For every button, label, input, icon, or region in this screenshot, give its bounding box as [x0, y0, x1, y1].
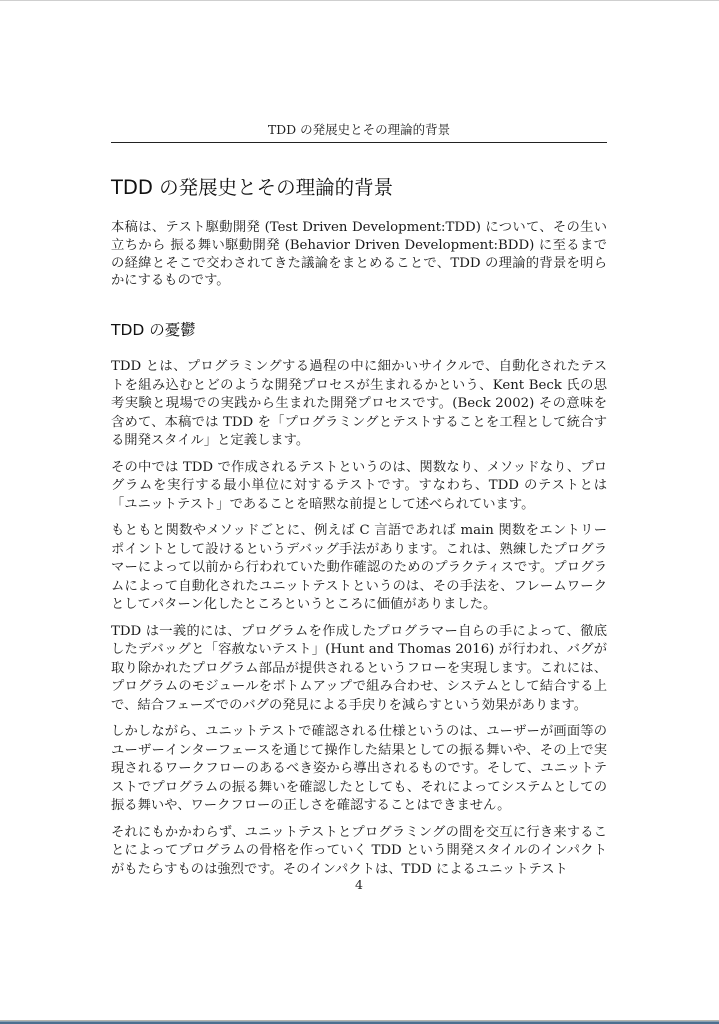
document-title: TDD の発展史とその理論的背景 — [111, 176, 394, 199]
section-body — [111, 358, 607, 887]
header-rule — [111, 142, 607, 143]
body-paragraph: もともと関数やメソッドごとに、例えば C 言語であれば main 関数をエントリーポイントとして設けるというデバッグ手法があります。これは、熟練したプログラマーによって以前から行われていた動作確認のためのプラクティスです。プログラムによって自動化されたユニットテストというのは、その手法を、フレームワークとしてパターン化したところというところに価値がありました。 — [111, 523, 607, 612]
window-bottom-bar — [0, 1020, 719, 1024]
body-paragraph: TDD は一義的には、プログラムを作成したプログラマー自らの手によって、徹底したデバッグと「容赦ないテスト」(Hunt and Thomas 2016) が行われ、バグが取り除かれたプログラム部品が提供されるというフローを実現します。これには、プログラムのモジュールをボトムアップで組み合わせ、システムとして結合する上で、結合フェーズでのバグの発見による手戻りを減らすという効果があります。 — [111, 623, 607, 713]
body-paragraph: しかしながら、ユニットテストで確認される仕様というのは、ユーザーが画面等のユーザーインターフェースを通じて操作した結果としての振る舞いや、その上で実現されるワークフローのあるべき姿から導出されるものです。そして、ユニットテストでプログラムの振る舞いを確認したとしても、それによってシステムとしての振る舞いや、ワークフローの正しさを確認することはできません。 — [111, 724, 607, 813]
page-number: 4 — [355, 877, 363, 892]
window-top-edge — [0, 0, 719, 1]
running-header: TDD の発展史とその理論的背景 — [267, 122, 451, 137]
body-paragraph: その中では TDD で作成されるテストというのは、関数なり、メソッドなり、プログラムを実行する最小単位に対するテストです。すなわち、TDD のテストとは「ユニットテスト」であることを暗黙な前提として述べられています。 — [111, 459, 607, 512]
section-title: TDD の憂鬱 — [111, 321, 196, 339]
body-paragraph: それにもかかわらず、ユニットテストとプログラミングの間を交互に行き来することによってプログラムの骨格を作っていく TDD という開発スタイルのインパクトがもたらすものは強烈です。そのインパクトは、TDD によるユニットテスト — [111, 824, 607, 877]
abstract-paragraph: 本稿は、テスト駆動開発 (Test Driven Development:TDD) について、その生い立ちから 振る舞い駆動開発 (Behavior Driven Development:BDD) に至るまでの経緯とそこで交わされてきた議論をまとめることで、TDD の理論的背景を明らかにするものです。 — [111, 220, 607, 289]
body-paragraph: TDD とは、プログラミングする過程の中に細かいサイクルで、自動化されたテストを組み込むとどのような開発プロセスが生まれるかという、Kent Beck 氏の思考実験と現場での実践から生まれた開発プロセスです。(Beck 2002) その意味を含めて、本稿では TDD を「プログラミングとテストすることを工程として統合する開発スタイル」と定義します。 — [111, 359, 607, 448]
